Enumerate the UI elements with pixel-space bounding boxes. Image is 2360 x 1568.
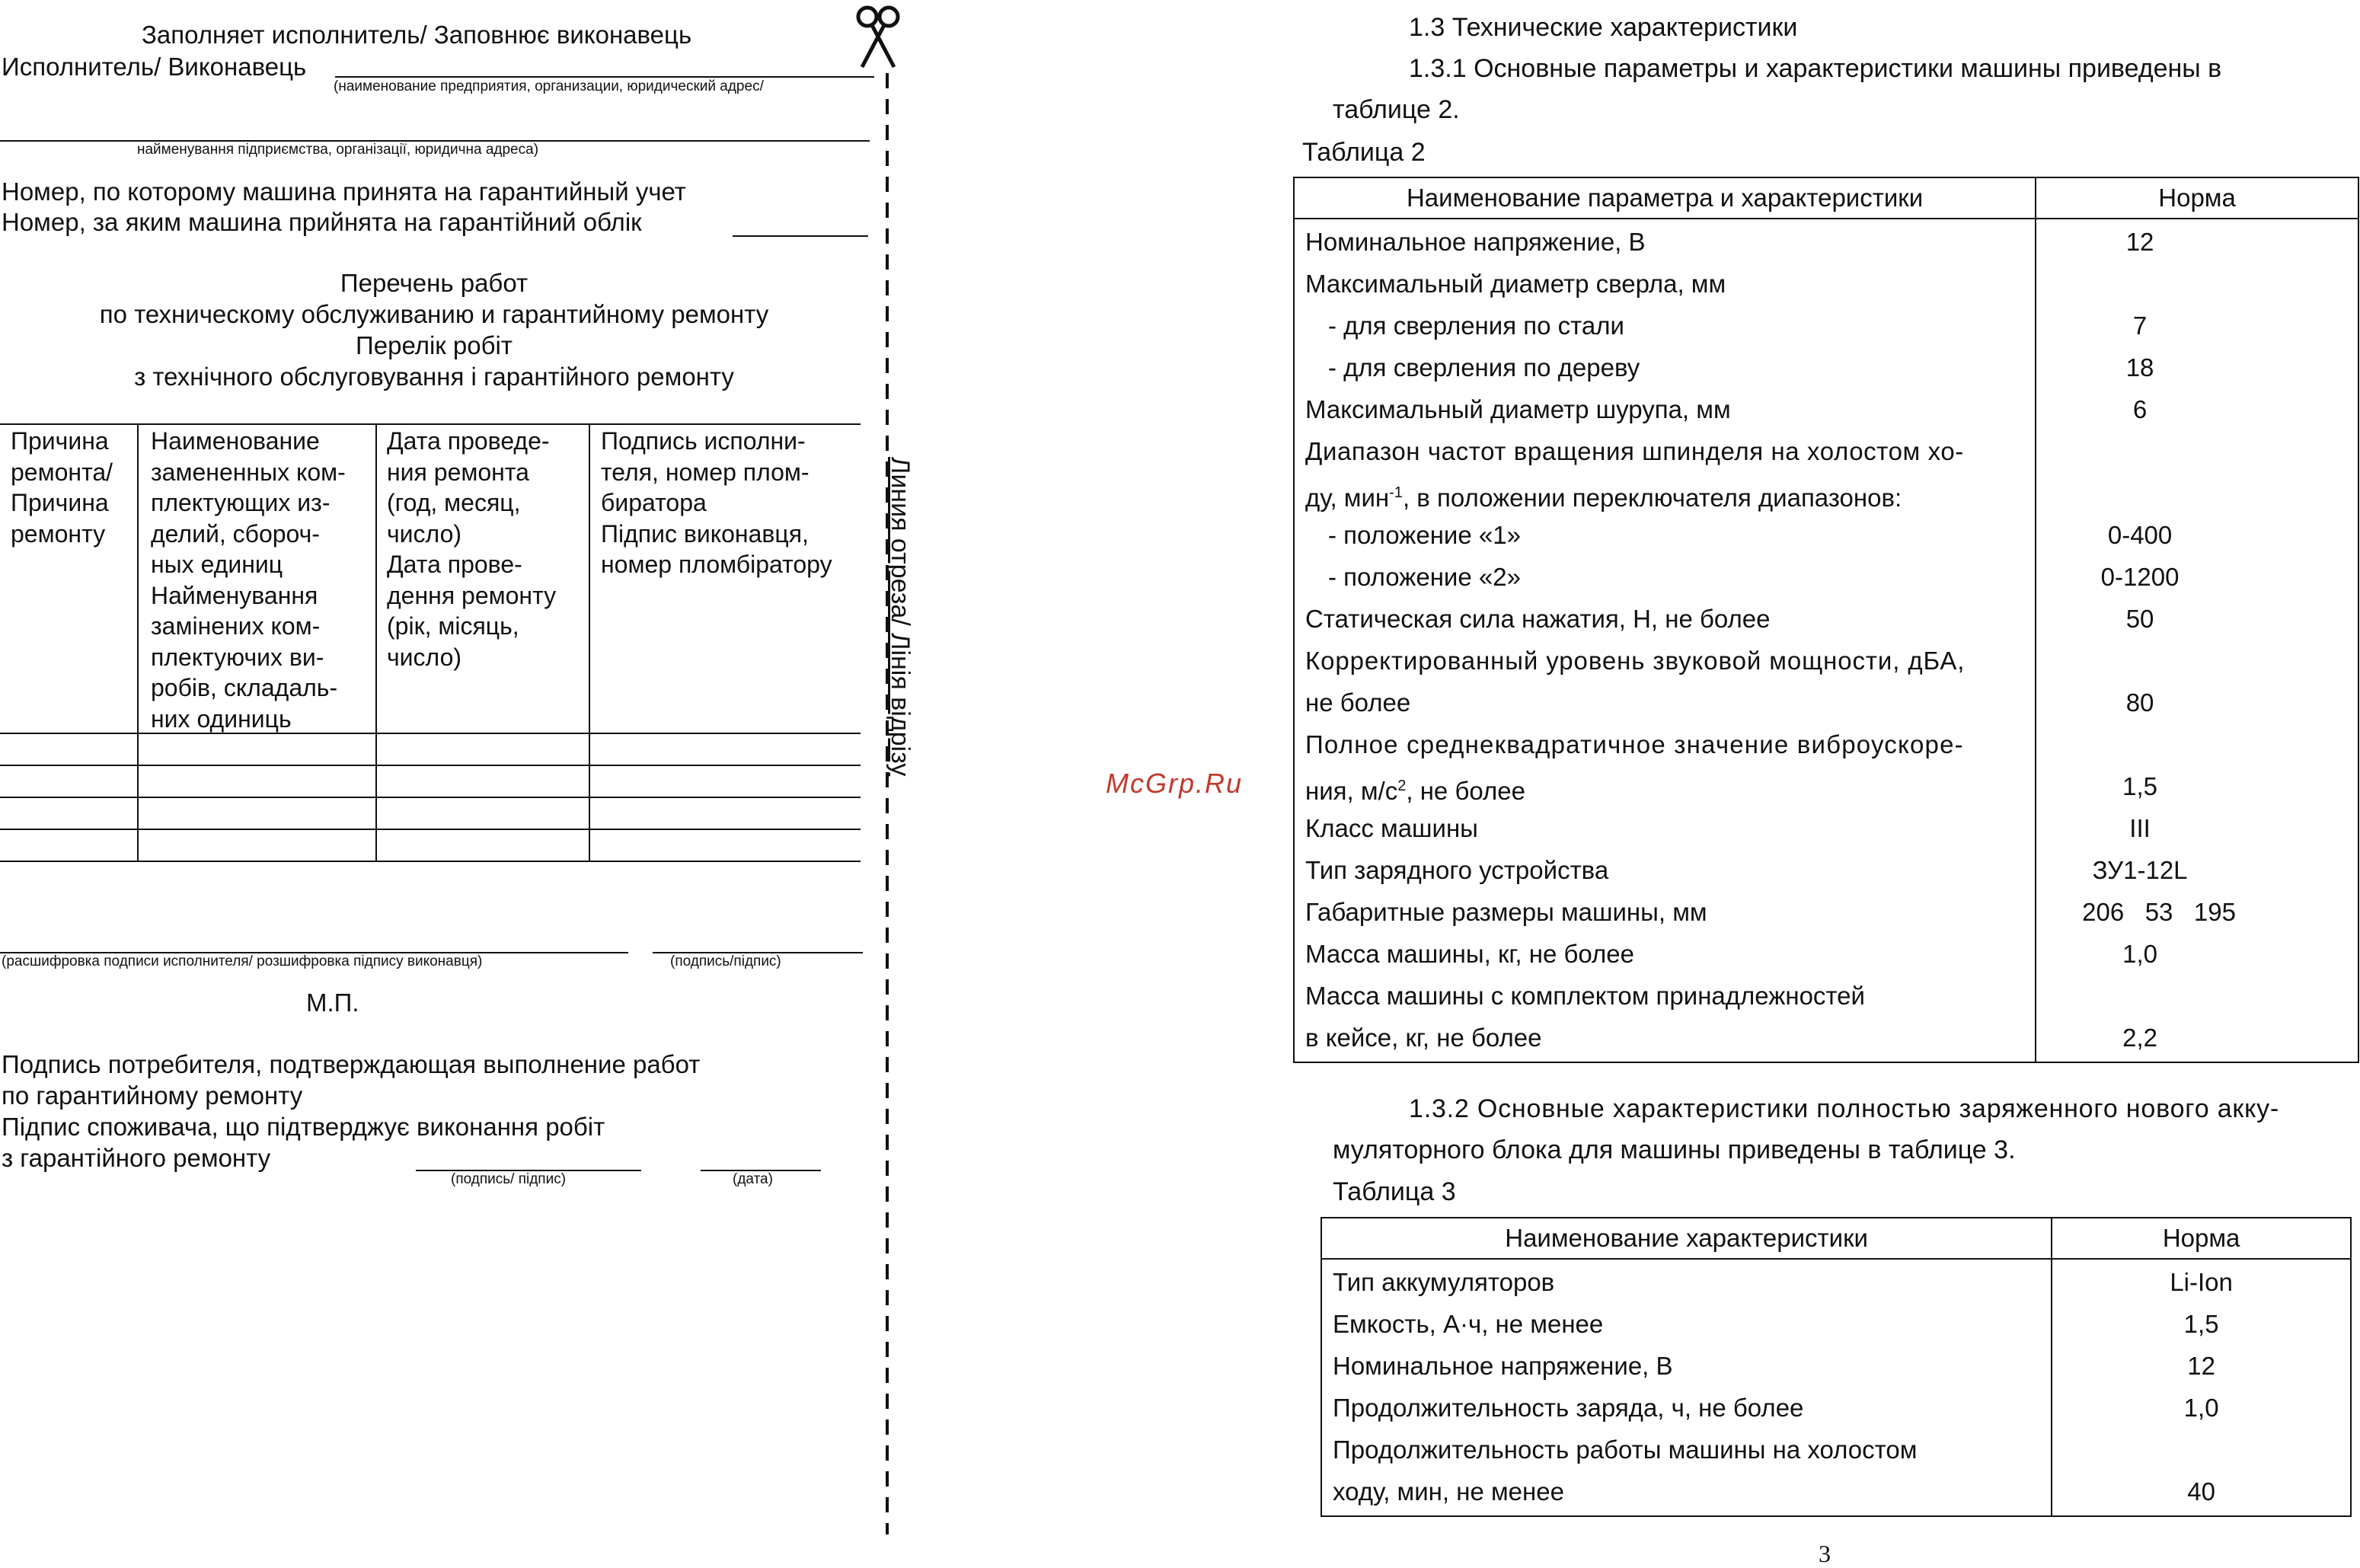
table3-row-value: 12 — [2187, 1352, 2215, 1380]
table-line — [375, 423, 377, 862]
table2-row-name: Статическая сила нажатия, Н, не более — [1305, 605, 1771, 633]
table2-header-value: Норма — [2036, 177, 2358, 219]
list-title-1: Перечень работ — [340, 269, 529, 297]
table3-row-value: 40 — [2187, 1477, 2215, 1506]
table2-row-name — [1295, 765, 2035, 807]
table3-row-name: Продолжительность заряда, ч, не более — [1333, 1394, 1804, 1422]
table2-row-value: 0-1200 — [2100, 563, 2180, 591]
table2-row-name: - положение «2» — [1328, 563, 1521, 591]
consumer-line-3: Підпис споживача, що підтверджує виконання робіт — [2, 1113, 605, 1141]
section-title: 1.3 Технические характеристики — [1409, 13, 1798, 42]
table3-row-name: ходу, мин, не менее — [1333, 1477, 1564, 1506]
executor-underline — [335, 76, 874, 78]
table2-row-name: - для сверления по дереву — [1328, 353, 1640, 382]
consumer-hint-date: (дата) — [733, 1171, 773, 1187]
table2-row-name: Корректированный уровень звуковой мощности, дБА, — [1305, 647, 1966, 675]
executor-label: Исполнитель/ Виконавець — [2, 53, 307, 81]
table-header-parts: Наименование замененных ком- плектующих из- делий, сбороч- ных единиц Найменування замінених ком- плектуючих ви- робів, складаль- них одиниць — [151, 427, 346, 733]
table3-header-name: Наименование характеристики — [1321, 1218, 2052, 1259]
stamp-label: М.П. — [306, 988, 359, 1017]
table2-row-name-after: , не более — [1406, 777, 1525, 805]
table-2 — [1293, 177, 2359, 1063]
table3-names — [1321, 1259, 2052, 1516]
executor-hint-ru: (наименование предприятия, организации, юридический адрес/ — [334, 78, 764, 94]
table2-row-name: Масса машины, кг, не более — [1305, 940, 1634, 968]
table-line — [0, 423, 861, 425]
table3-row-name: Номинальное напряжение, В — [1333, 1352, 1673, 1380]
table2-row-value — [2036, 430, 2358, 472]
table-3 — [1321, 1217, 2352, 1517]
table3-row-value: 1,0 — [2183, 1394, 2219, 1422]
cut-line-label: Линия отреза/ Лінія відрізу — [886, 457, 915, 777]
section2-line-1: 1.3.2 Основные характеристики полностью заряженного нового акку- — [1409, 1094, 2280, 1123]
table2-row-value — [2036, 975, 2358, 1017]
table2-row-name: Диапазон частот вращения шпинделя на холостом хо- — [1305, 437, 1964, 465]
signature-hint: (расшифровка подписи исполнителя/ розшифровка підпису виконавця) — [2, 953, 483, 969]
table-line — [0, 797, 861, 798]
table2-row-value: 50 — [2125, 605, 2154, 633]
table2-row-value: III — [2129, 814, 2151, 842]
table2-row-name: Масса машины с комплектом принадлежностей — [1305, 982, 1865, 1010]
cut-line-label-wrap — [877, 457, 923, 853]
table-line — [0, 733, 861, 734]
table3-row-value: Li-Ion — [2170, 1268, 2233, 1296]
table-header-date: Дата проведе- ния ремонта (год, месяц, число) Дата прове- дення ремонту (рік, місяць, число) — [387, 427, 557, 671]
table2-row-name — [1295, 472, 2035, 514]
table2-row-name: Номинальное напряжение, В — [1305, 228, 1646, 256]
consumer-line-4: з гарантійного ремонту — [2, 1144, 271, 1172]
list-title-3: Перелік робіт — [356, 331, 513, 359]
table2-row-name: Максимальный диаметр сверла, мм — [1305, 270, 1726, 298]
table2-row-name: Тип зарядного устройства — [1305, 856, 1609, 884]
consumer-hint-sign: (подпись/ підпис) — [451, 1171, 567, 1187]
table2-row-value: 80 — [2125, 688, 2154, 717]
number-ru: Номер, по которому машина принята на гарантийный учет — [2, 177, 686, 206]
table3-caption: Таблица 3 — [1333, 1177, 1456, 1206]
table2-header-name: Наименование параметра и характеристики — [1294, 177, 2036, 219]
table-header-signature: Подпись исполни- теля, номер плом- биратора Підпис виконавця, номер пломбіратору — [601, 427, 832, 578]
table-line — [0, 861, 861, 862]
table2-names — [1294, 219, 2036, 1062]
signature-hint-2: (подпись/підпис) — [670, 953, 781, 969]
table-line — [0, 765, 861, 766]
table2-row-name-text: ния, м/с — [1305, 777, 1398, 805]
form-title: Заполняет исполнитель/ Заповнює виконавець — [142, 21, 692, 49]
table2-row-name-text: ду, мин — [1305, 484, 1390, 512]
table3-row-name: Тип аккумуляторов — [1333, 1268, 1555, 1296]
number-underline — [733, 235, 868, 237]
table2-row-value: 1,0 — [2122, 940, 2157, 968]
table2-row-sup: -1 — [1389, 484, 1403, 501]
table-line — [589, 423, 590, 862]
table2-row-name: в кейсе, кг, не более — [1305, 1024, 1542, 1052]
consumer-line-1: Подпись потребителя, подтверждающая выполнение работ — [2, 1050, 701, 1078]
number-ua: Номер, за яким машина прийнята на гарантійний облік — [2, 208, 642, 236]
table3-header-value: Норма — [2052, 1218, 2351, 1259]
table2-row-value — [2036, 640, 2358, 682]
table2-row-value — [2036, 472, 2358, 514]
table2-row-value: 2,2 — [2122, 1024, 2157, 1052]
table2-row-name: Максимальный диаметр шурупа, мм — [1305, 395, 1731, 423]
table2-row-name: не более — [1305, 688, 1411, 717]
table2-row-value: 18 — [2125, 353, 2154, 382]
table2-row-name: Класс машины — [1305, 814, 1478, 842]
table2-row-name: - положение «1» — [1328, 521, 1521, 549]
page-number: 3 — [1819, 1540, 1831, 1567]
table2-row-name: - для сверления по стали — [1328, 311, 1624, 340]
table3-values — [2052, 1259, 2351, 1516]
intro-line-1: 1.3.1 Основные параметры и характеристики машины приведены в — [1409, 54, 2222, 83]
table2-caption: Таблица 2 — [1302, 138, 1426, 167]
list-title-4: з технічного обслуговування і гарантійного ремонту — [134, 362, 734, 391]
table-line — [137, 423, 139, 862]
watermark: McGrp.Ru — [1106, 768, 1244, 799]
table2-row-value: 206 53 195 — [2082, 898, 2236, 926]
intro-line-2: таблице 2. — [1333, 95, 1460, 124]
executor-hint-ua: найменування підприємства, організації, юридична адреса) — [137, 142, 539, 158]
scissors-icon — [858, 8, 898, 67]
list-title-2: по техническому обслуживанию и гарантийному ремонту — [99, 300, 769, 328]
table3-row-value: 1,5 — [2183, 1310, 2219, 1338]
table2-row-name: Габаритные размеры машины, мм — [1305, 898, 1707, 926]
table2-row-value: 12 — [2125, 228, 2154, 256]
consumer-line-2: по гарантийному ремонту — [2, 1081, 303, 1110]
table3-row-value — [2052, 1429, 2350, 1471]
table2-row-value — [2036, 723, 2358, 765]
table-header-reason: Причина ремонта/ Причина ремонту — [11, 427, 113, 548]
table2-row-value: 7 — [2132, 311, 2148, 340]
table2-values — [2036, 219, 2358, 1062]
table2-row-value: 1,5 — [2122, 772, 2157, 800]
table3-row-name: Продолжительность работы машины на холостом — [1333, 1435, 1918, 1464]
table2-row-value — [2036, 263, 2358, 305]
table2-row-value: 0-400 — [2107, 521, 2173, 549]
table3-row-name: Емкость, А·ч, не менее — [1333, 1310, 1604, 1338]
table2-row-value: ЗУ1-12L — [2092, 856, 2188, 884]
table2-row-sup: 2 — [1397, 778, 1407, 794]
table-line — [0, 829, 861, 830]
table2-row-name: Полное среднеквадратичное значение виброускоре- — [1305, 730, 1964, 758]
section2-line-2: муляторного блока для машины приведены в таблице 3. — [1333, 1135, 2016, 1164]
table2-row-name-after: , в положении переключателя диапазонов: — [1402, 484, 1902, 512]
table2-row-value: 6 — [2132, 395, 2148, 423]
